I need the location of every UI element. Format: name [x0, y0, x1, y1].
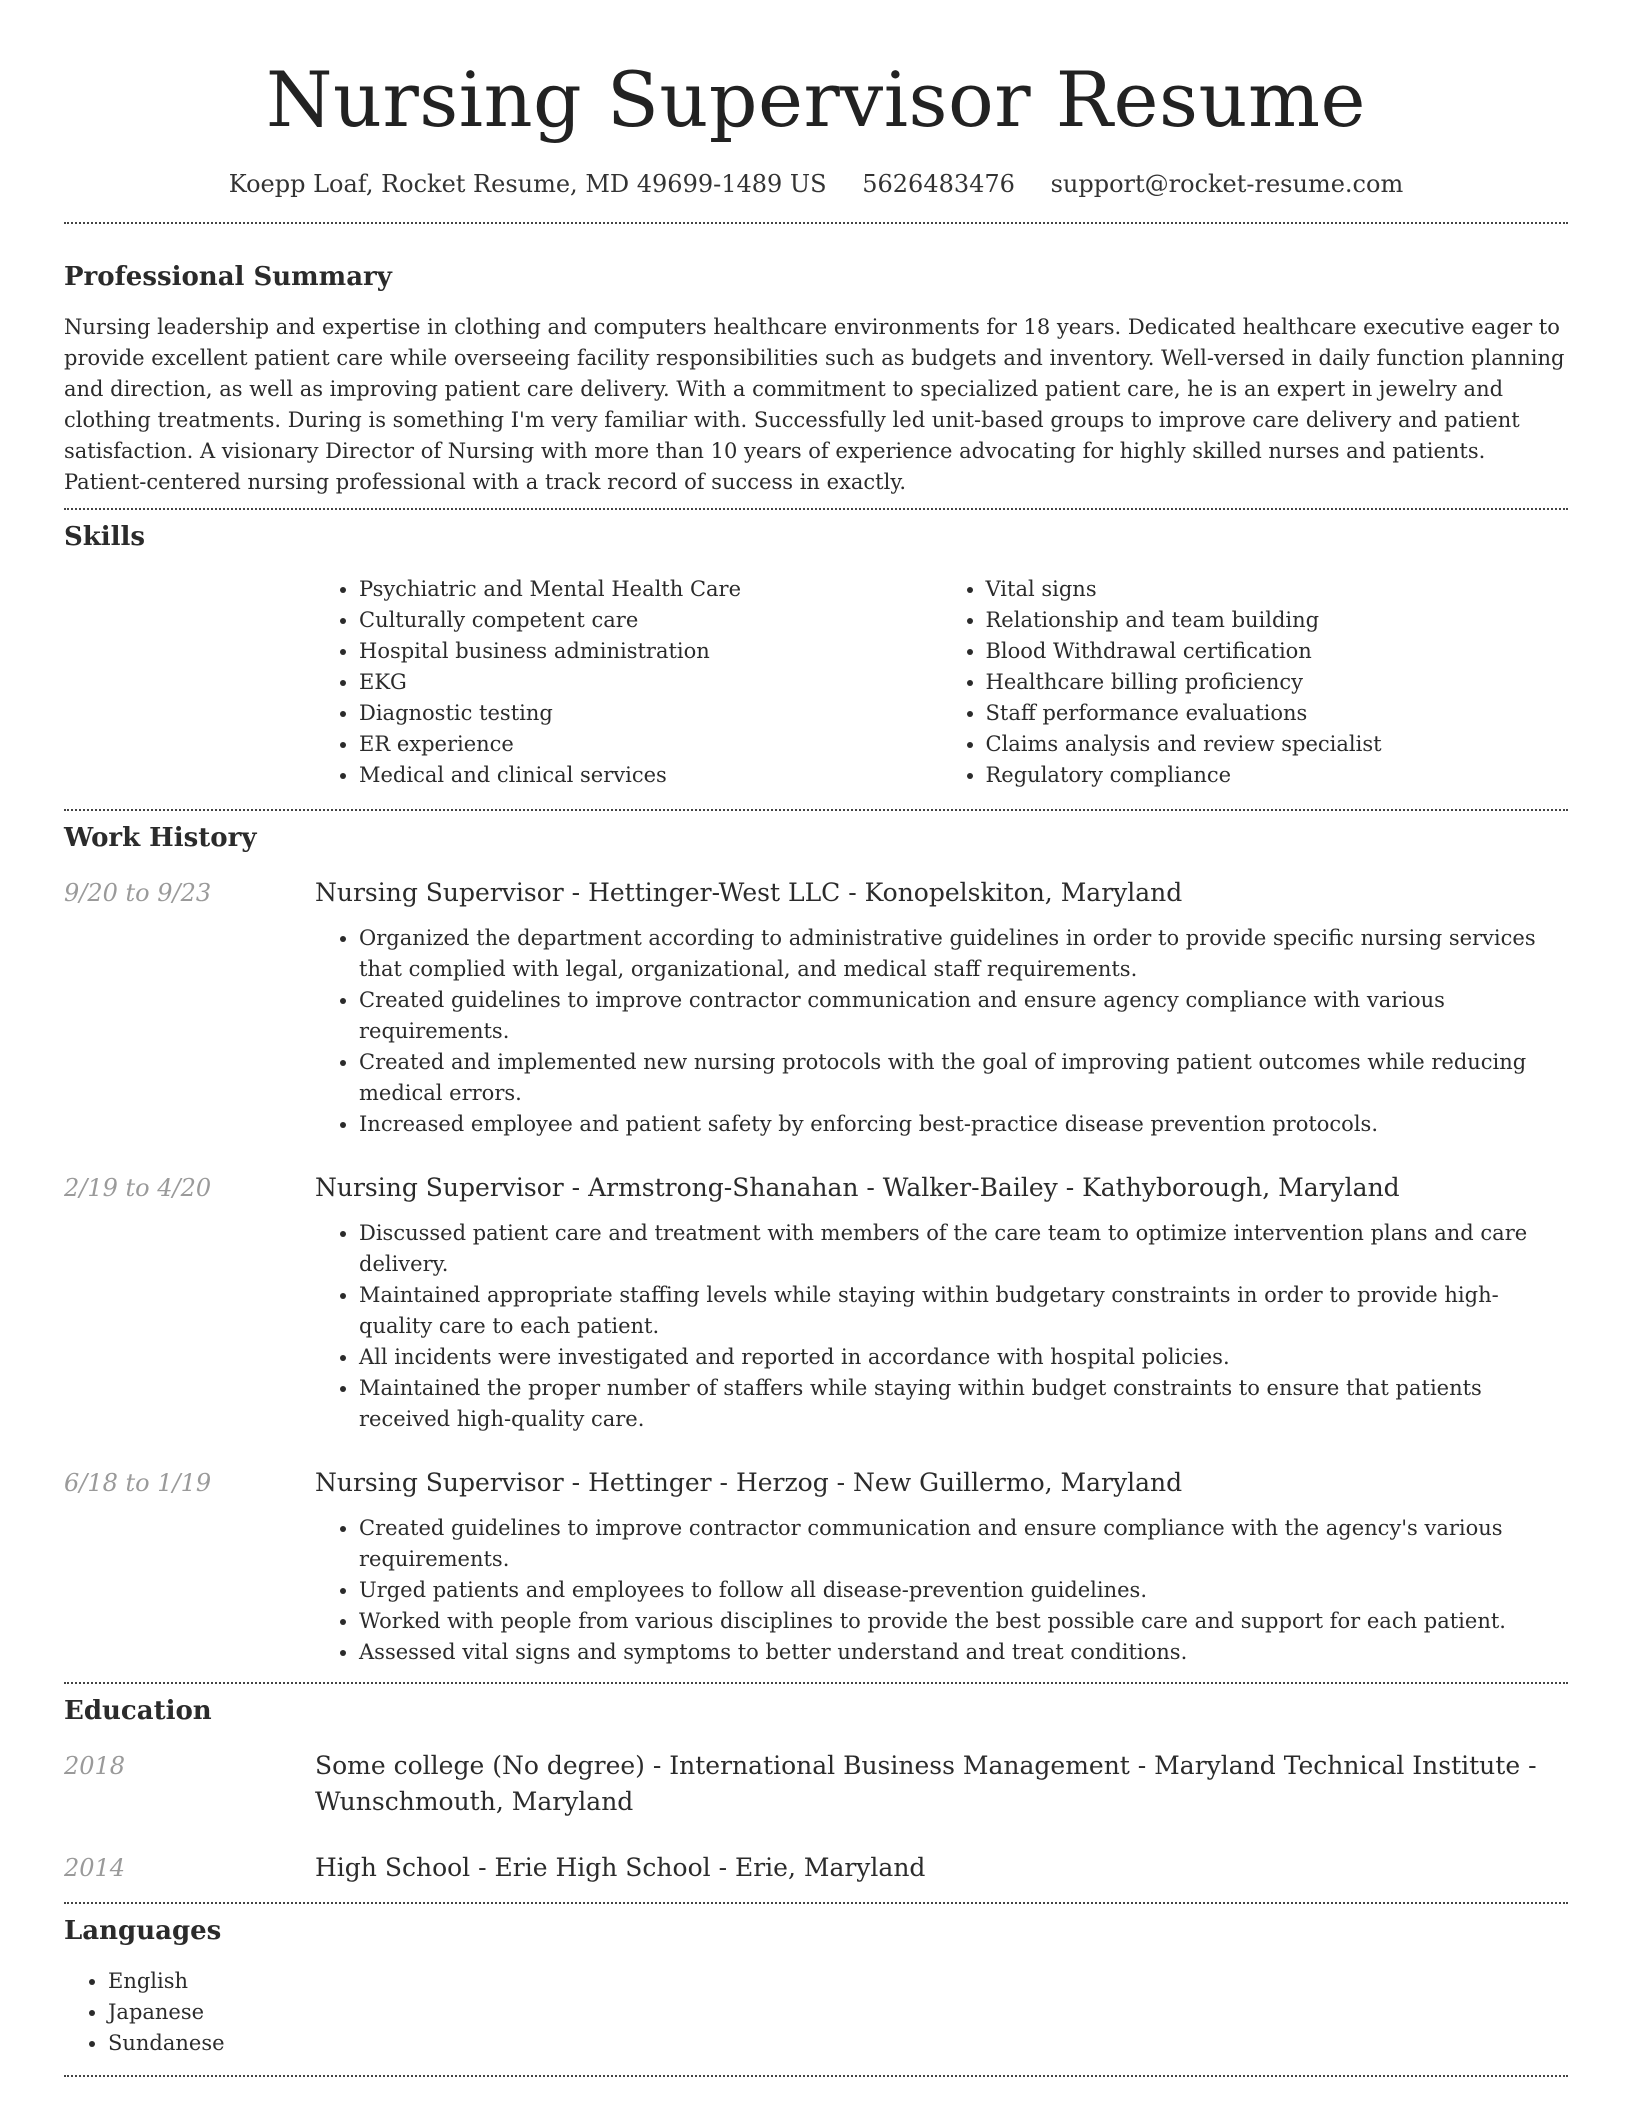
job-body — [315, 1465, 1568, 1668]
languages-section — [64, 1914, 1568, 2059]
languages-list — [64, 1966, 1568, 2059]
education-body — [315, 1850, 1568, 1886]
job-bullet: • Maintained appropriate staffing levels while staying within budgetary constraints in order to provide high-quality care to each patient. — [359, 1280, 1568, 1342]
skill-item: • Psychiatric and Mental Health Care — [359, 574, 942, 605]
languages-heading: Languages — [64, 1916, 222, 1946]
job-bullet: • Worked with people from various disciplines to provide the best possible care and support for each patient. — [359, 1606, 1568, 1637]
skills-columns — [315, 574, 1568, 791]
work-section — [64, 821, 1568, 1668]
skills-list-right — [942, 574, 1569, 791]
job-bullets — [315, 1513, 1568, 1668]
job-bullets — [315, 1218, 1568, 1435]
job-dates: 2/19 to 4/20 — [64, 1174, 212, 1202]
job-title: Nursing Supervisor - Hettinger - Herzog - New Guillermo, Maryland — [315, 1468, 1183, 1497]
education-heading: Education — [64, 1696, 212, 1726]
education-text: Some college (No degree) - International Business Management - Maryland Technical Institute - Wunschmouth, Maryland — [315, 1751, 1537, 1816]
contact-phone: 5626483476 — [862, 170, 1015, 198]
job-bullet: • All incidents were investigated and reported in accordance with hospital policies. — [359, 1342, 1568, 1373]
section-divider — [64, 2075, 1568, 2077]
job-bullet: • Discussed patient care and treatment with members of the care team to optimize intervention plans and care delivery. — [359, 1218, 1568, 1280]
education-year: 2014 — [64, 1854, 126, 1882]
skill-item: • Regulatory compliance — [986, 760, 1569, 791]
resume-title: Nursing Supervisor Resume — [266, 55, 1366, 144]
job-dates: 6/18 to 1/19 — [64, 1469, 212, 1497]
skill-item: • ER experience — [359, 729, 942, 760]
summary-heading: Professional Summary — [64, 262, 392, 292]
job-bullet: • Urged patients and employees to follow all disease-prevention guidelines. — [359, 1575, 1568, 1606]
skill-item: • Relationship and team building — [986, 605, 1569, 636]
resume-page — [64, 0, 1568, 2077]
section-divider — [64, 1902, 1568, 1904]
contact-address: Koepp Loaf, Rocket Resume, MD 49699-1489 US — [228, 170, 827, 198]
job-entry — [64, 1170, 1568, 1435]
job-bullets — [315, 923, 1568, 1140]
skill-item: • Medical and clinical services — [359, 760, 942, 791]
skill-item: • Hospital business administration — [359, 636, 942, 667]
skill-item: • Blood Withdrawal certification — [986, 636, 1569, 667]
job-title: Nursing Supervisor - Armstrong-Shanahan - Walker-Bailey - Kathyborough, Maryland — [315, 1173, 1400, 1202]
section-divider — [64, 809, 1568, 811]
job-bullet: • Created and implemented new nursing protocols with the goal of improving patient outcomes while reducing medical errors. — [359, 1047, 1568, 1109]
education-entry — [64, 1850, 1568, 1886]
skill-item: • Healthcare billing proficiency — [986, 667, 1569, 698]
skill-item: • Staff performance evaluations — [986, 698, 1569, 729]
job-body — [315, 1170, 1568, 1435]
job-bullet: • Increased employee and patient safety by enforcing best-practice disease prevention protocols. — [359, 1109, 1568, 1140]
job-entry — [64, 875, 1568, 1140]
job-bullet: • Organized the department according to administrative guidelines in order to provide specific nursing services that complied with legal, organizational, and medical staff requirements. — [359, 923, 1568, 985]
skill-item: • Diagnostic testing — [359, 698, 942, 729]
skills-list-left — [315, 574, 942, 791]
education-year: 2018 — [64, 1752, 126, 1780]
contact-line — [64, 168, 1568, 200]
job-entry — [64, 1465, 1568, 1668]
skill-item: • Culturally competent care — [359, 605, 942, 636]
section-divider — [64, 222, 1568, 224]
work-heading: Work History — [64, 823, 257, 853]
education-body — [315, 1748, 1568, 1820]
section-divider — [64, 508, 1568, 510]
summary-section — [64, 260, 1568, 498]
summary-text: Nursing leadership and expertise in clothing and computers healthcare environments for 18 years. Dedicated healthcare executive eager to provide excellent patient care while overseeing facility responsibilities such as budgets and inventory. Well-versed in daily function planning and direction, as well as improving patient care delivery. With a commitment to specialized patient care, he is an expert in jewelry and clothing treatments. During is something I'm very familiar with. Successfully led unit-based groups to improve care delivery and patient satisfaction. A visionary Director of Nursing with more than 10 years of experience advocating for highly skilled nurses and patients. Patient-centered nursing professional with a track record of success in exactly. — [64, 315, 1565, 494]
job-bullet: • Created guidelines to improve contractor communication and ensure compliance with the agency's various requirements. — [359, 1513, 1568, 1575]
skill-item: • EKG — [359, 667, 942, 698]
job-dates: 9/20 to 9/23 — [64, 879, 212, 907]
skills-heading: Skills — [64, 522, 146, 552]
job-bullet: • Assessed vital signs and symptoms to better understand and treat conditions. — [359, 1637, 1568, 1668]
language-item: • Sundanese — [108, 2028, 1568, 2059]
job-bullet: • Maintained the proper number of staffers while staying within budget constraints to ensure that patients received high-quality care. — [359, 1373, 1568, 1435]
language-item: • English — [108, 1966, 1568, 1997]
education-entry — [64, 1748, 1568, 1820]
contact-email: support@rocket-resume.com — [1050, 170, 1404, 198]
job-title: Nursing Supervisor - Hettinger-West LLC - Konopelskiton, Maryland — [315, 878, 1183, 907]
education-text: High School - Erie High School - Erie, Maryland — [315, 1853, 926, 1882]
skill-item: • Vital signs — [986, 574, 1569, 605]
job-bullet: • Created guidelines to improve contractor communication and ensure agency compliance with various requirements. — [359, 985, 1568, 1047]
skill-item: • Claims analysis and review specialist — [986, 729, 1569, 760]
education-section — [64, 1694, 1568, 1886]
section-divider — [64, 1682, 1568, 1684]
language-item: • Japanese — [108, 1997, 1568, 2028]
skills-section — [64, 520, 1568, 791]
job-body — [315, 875, 1568, 1140]
